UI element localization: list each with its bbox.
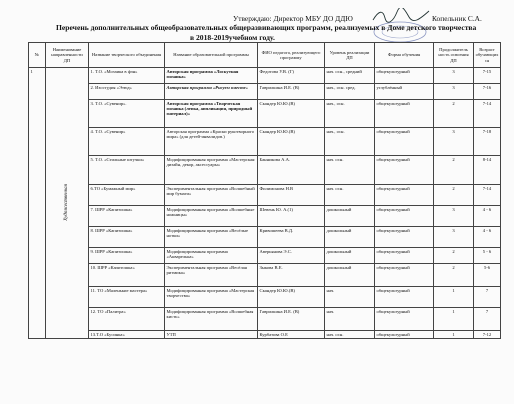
- teacher-cell: Скандер Ю.Ю.(В): [258, 287, 325, 308]
- form-cell: общекультурный: [375, 264, 434, 287]
- level-cell: дошкольный: [325, 206, 375, 227]
- teacher-cell: Аверьянова Э.С.: [258, 248, 325, 264]
- age-cell: 7: [474, 287, 501, 308]
- form-cell: общекультурный: [375, 128, 434, 156]
- teacher-cell: Скандер Ю.Ю.(В): [258, 128, 325, 156]
- program-cell: Модифицированная программа «Акварелька»: [165, 248, 258, 264]
- level-cell: нач. осн.: [325, 185, 375, 206]
- program-cell: Модифицированная программа «Волшебные ножницы»: [165, 206, 258, 227]
- column-header: Название образовательной программы: [165, 43, 258, 68]
- direction-cell: [46, 68, 89, 339]
- association-cell: 8. ШРР «Капитошка»: [89, 227, 165, 248]
- table-row: [29, 248, 501, 264]
- table-row: [29, 264, 501, 287]
- age-cell: 7-14: [474, 185, 501, 206]
- table-body: [29, 68, 501, 339]
- age-cell: 5-6: [474, 264, 501, 287]
- level-cell: нач.: [325, 287, 375, 308]
- age-cell: 7-12: [474, 331, 501, 339]
- teacher-cell: Шевень Ю. А.(1): [258, 206, 325, 227]
- level-cell: дошкольный: [325, 227, 375, 248]
- teacher-cell: Гаврилкина И.Е. (В): [258, 308, 325, 331]
- teacher-cell: Скандер Ю.Ю.(В): [258, 100, 325, 128]
- form-cell: общекультурный: [375, 227, 434, 248]
- teacher-cell: Филимонова Н.В: [258, 185, 325, 206]
- column-header: ФИО педагога, реализующего программу: [258, 43, 325, 68]
- age-cell: 5 - 6: [474, 248, 501, 264]
- teacher-cell: Кривошеева В.Д.: [258, 227, 325, 248]
- duration-cell: 1: [434, 287, 474, 308]
- association-cell: 1. Т.О. «Мозаика в фэн»: [89, 68, 165, 84]
- column-header: Название творческого объединения: [89, 43, 165, 68]
- column-header: Возраст обучающихся: [474, 43, 501, 68]
- association-cell: 11. ТО «Маленькие мастера»: [89, 287, 165, 308]
- teacher-cell: Банникова А.А.: [258, 156, 325, 185]
- program-cell: Модифицированная программа «Весёлые нотки»: [165, 227, 258, 248]
- form-cell: общекультурный: [375, 206, 434, 227]
- approval-text: Утверждаю: Директор МБУ ДО ДДЮ: [233, 14, 353, 23]
- duration-cell: 2: [434, 156, 474, 185]
- form-cell: общекультурный: [375, 308, 434, 331]
- association-cell: 9. ШРР «Капитошка»: [89, 248, 165, 264]
- column-header: Уровень реализации ДП: [325, 43, 375, 68]
- table-row: [29, 100, 501, 128]
- director-name: Копельник С.А.: [432, 14, 482, 23]
- duration-cell: 3: [434, 227, 474, 248]
- level-cell: нач., осн.: [325, 100, 375, 128]
- teacher-cell: Курбатова О.Е: [258, 331, 325, 339]
- form-cell: общекультурный: [375, 156, 434, 185]
- table-row: [29, 308, 501, 331]
- table-row: [29, 331, 501, 339]
- document-title: Перечень дополнительных общеобразовательных общеразвивающих программ, реализуемых в Доме детского творчества: [56, 23, 477, 32]
- level-cell: нач., осн. сред.: [325, 84, 375, 100]
- program-cell: Авторская программа «Лоскутная мозаика»: [165, 68, 258, 84]
- column-header: №: [29, 43, 46, 68]
- age-cell: 7-14: [474, 100, 501, 128]
- age-cell: 4 - 6: [474, 206, 501, 227]
- program-cell: Экспериментальная программа «Весёлая ритмика»: [165, 264, 258, 287]
- form-cell: общекультурный: [375, 331, 434, 339]
- table-row: [29, 128, 501, 156]
- duration-cell: 3: [434, 128, 474, 156]
- programs-table: [28, 42, 501, 339]
- level-cell: дошкольный: [325, 248, 375, 264]
- form-cell: общекультурный: [375, 68, 434, 84]
- table-row: [29, 206, 501, 227]
- association-cell: 12. ТО «Палитра»: [89, 308, 165, 331]
- row-number: 1: [29, 68, 46, 339]
- table-row: [29, 185, 501, 206]
- column-header: Продолжитель ность освоения ДП: [434, 43, 474, 68]
- program-cell: Модифицированная программа «Мастерская творчества»: [165, 287, 258, 308]
- program-cell: Модифицированная программа «Волшебная кисть»: [165, 308, 258, 331]
- level-cell: нач.: [325, 308, 375, 331]
- level-cell: нач. осн.: [325, 156, 375, 185]
- column-header: Наименование направленности ДП: [46, 43, 89, 68]
- direction-label: Художественная: [64, 184, 70, 221]
- association-cell: 5. Т.О. «Стильные штучки»: [89, 156, 165, 185]
- duration-cell: 3: [434, 68, 474, 84]
- document-subtitle: в 2018-2019учебном году.: [190, 33, 275, 42]
- association-cell: 7. ШРР «Капитошка»: [89, 206, 165, 227]
- column-header: Форма обучения: [375, 43, 434, 68]
- form-cell: общекультурный: [375, 185, 434, 206]
- form-cell: общекультурный: [375, 287, 434, 308]
- level-cell: дошкольный: [325, 264, 375, 287]
- level-cell: нач. осн., средний: [325, 68, 375, 84]
- program-cell: УТП: [165, 331, 258, 339]
- duration-cell: 3: [434, 206, 474, 227]
- teacher-cell: Гаврилкина И.Е. (В): [258, 84, 325, 100]
- table-row: [29, 68, 501, 84]
- duration-cell: 1: [434, 331, 474, 339]
- table-row: [29, 287, 501, 308]
- table-row: [29, 84, 501, 100]
- document-header: [0, 0, 514, 40]
- association-cell: 3. Т.О. «Сувенир».: [89, 100, 165, 128]
- form-cell: углублённый: [375, 84, 434, 100]
- duration-cell: 2: [434, 100, 474, 128]
- age-cell: 7-18: [474, 128, 501, 156]
- program-cell: Модифицированная программа «Мастерская: дизайн, декор, аксессуары»: [165, 156, 258, 185]
- table-header-row: [29, 43, 501, 68]
- program-cell: Авторская программа «Рисуем вместе»: [165, 84, 258, 100]
- age-cell: 7-16: [474, 84, 501, 100]
- association-cell: 13.Т.О «Бусинка»: [89, 331, 165, 339]
- duration-cell: 3: [434, 84, 474, 100]
- age-cell: 8-14: [474, 156, 501, 185]
- duration-cell: 2: [434, 264, 474, 287]
- duration-cell: 1: [434, 308, 474, 331]
- level-cell: нач. осн.: [325, 331, 375, 339]
- table-row: [29, 156, 501, 185]
- age-cell: 7: [474, 308, 501, 331]
- program-cell: Авторская программа «Краски рукотворного мира» (для детей-инвалидов.): [165, 128, 258, 156]
- association-cell: 2. Изостудия «Этюд»: [89, 84, 165, 100]
- level-cell: нач., осн.: [325, 128, 375, 156]
- form-cell: общекультурный: [375, 248, 434, 264]
- table-row: [29, 227, 501, 248]
- age-cell: 4 - 6: [474, 227, 501, 248]
- association-cell: 6.ТО «Бумажный мир»: [89, 185, 165, 206]
- association-cell: 4. Т.О. «Сувенир»: [89, 128, 165, 156]
- duration-cell: 2: [434, 248, 474, 264]
- program-cell: Авторская программа «Творческая мозаика (лепка, аппликация, природный материал)»: [165, 100, 258, 128]
- duration-cell: 2: [434, 185, 474, 206]
- form-cell: общекультурный: [375, 100, 434, 128]
- association-cell: 10. ШРР «Капитошка»: [89, 264, 165, 287]
- teacher-cell: Федотова У.В. (Г): [258, 68, 325, 84]
- age-cell: 7-15: [474, 68, 501, 84]
- teacher-cell: Зыкова В.Е.: [258, 264, 325, 287]
- program-cell: Экспериментальная программа «Волшебный мир бумаги»: [165, 185, 258, 206]
